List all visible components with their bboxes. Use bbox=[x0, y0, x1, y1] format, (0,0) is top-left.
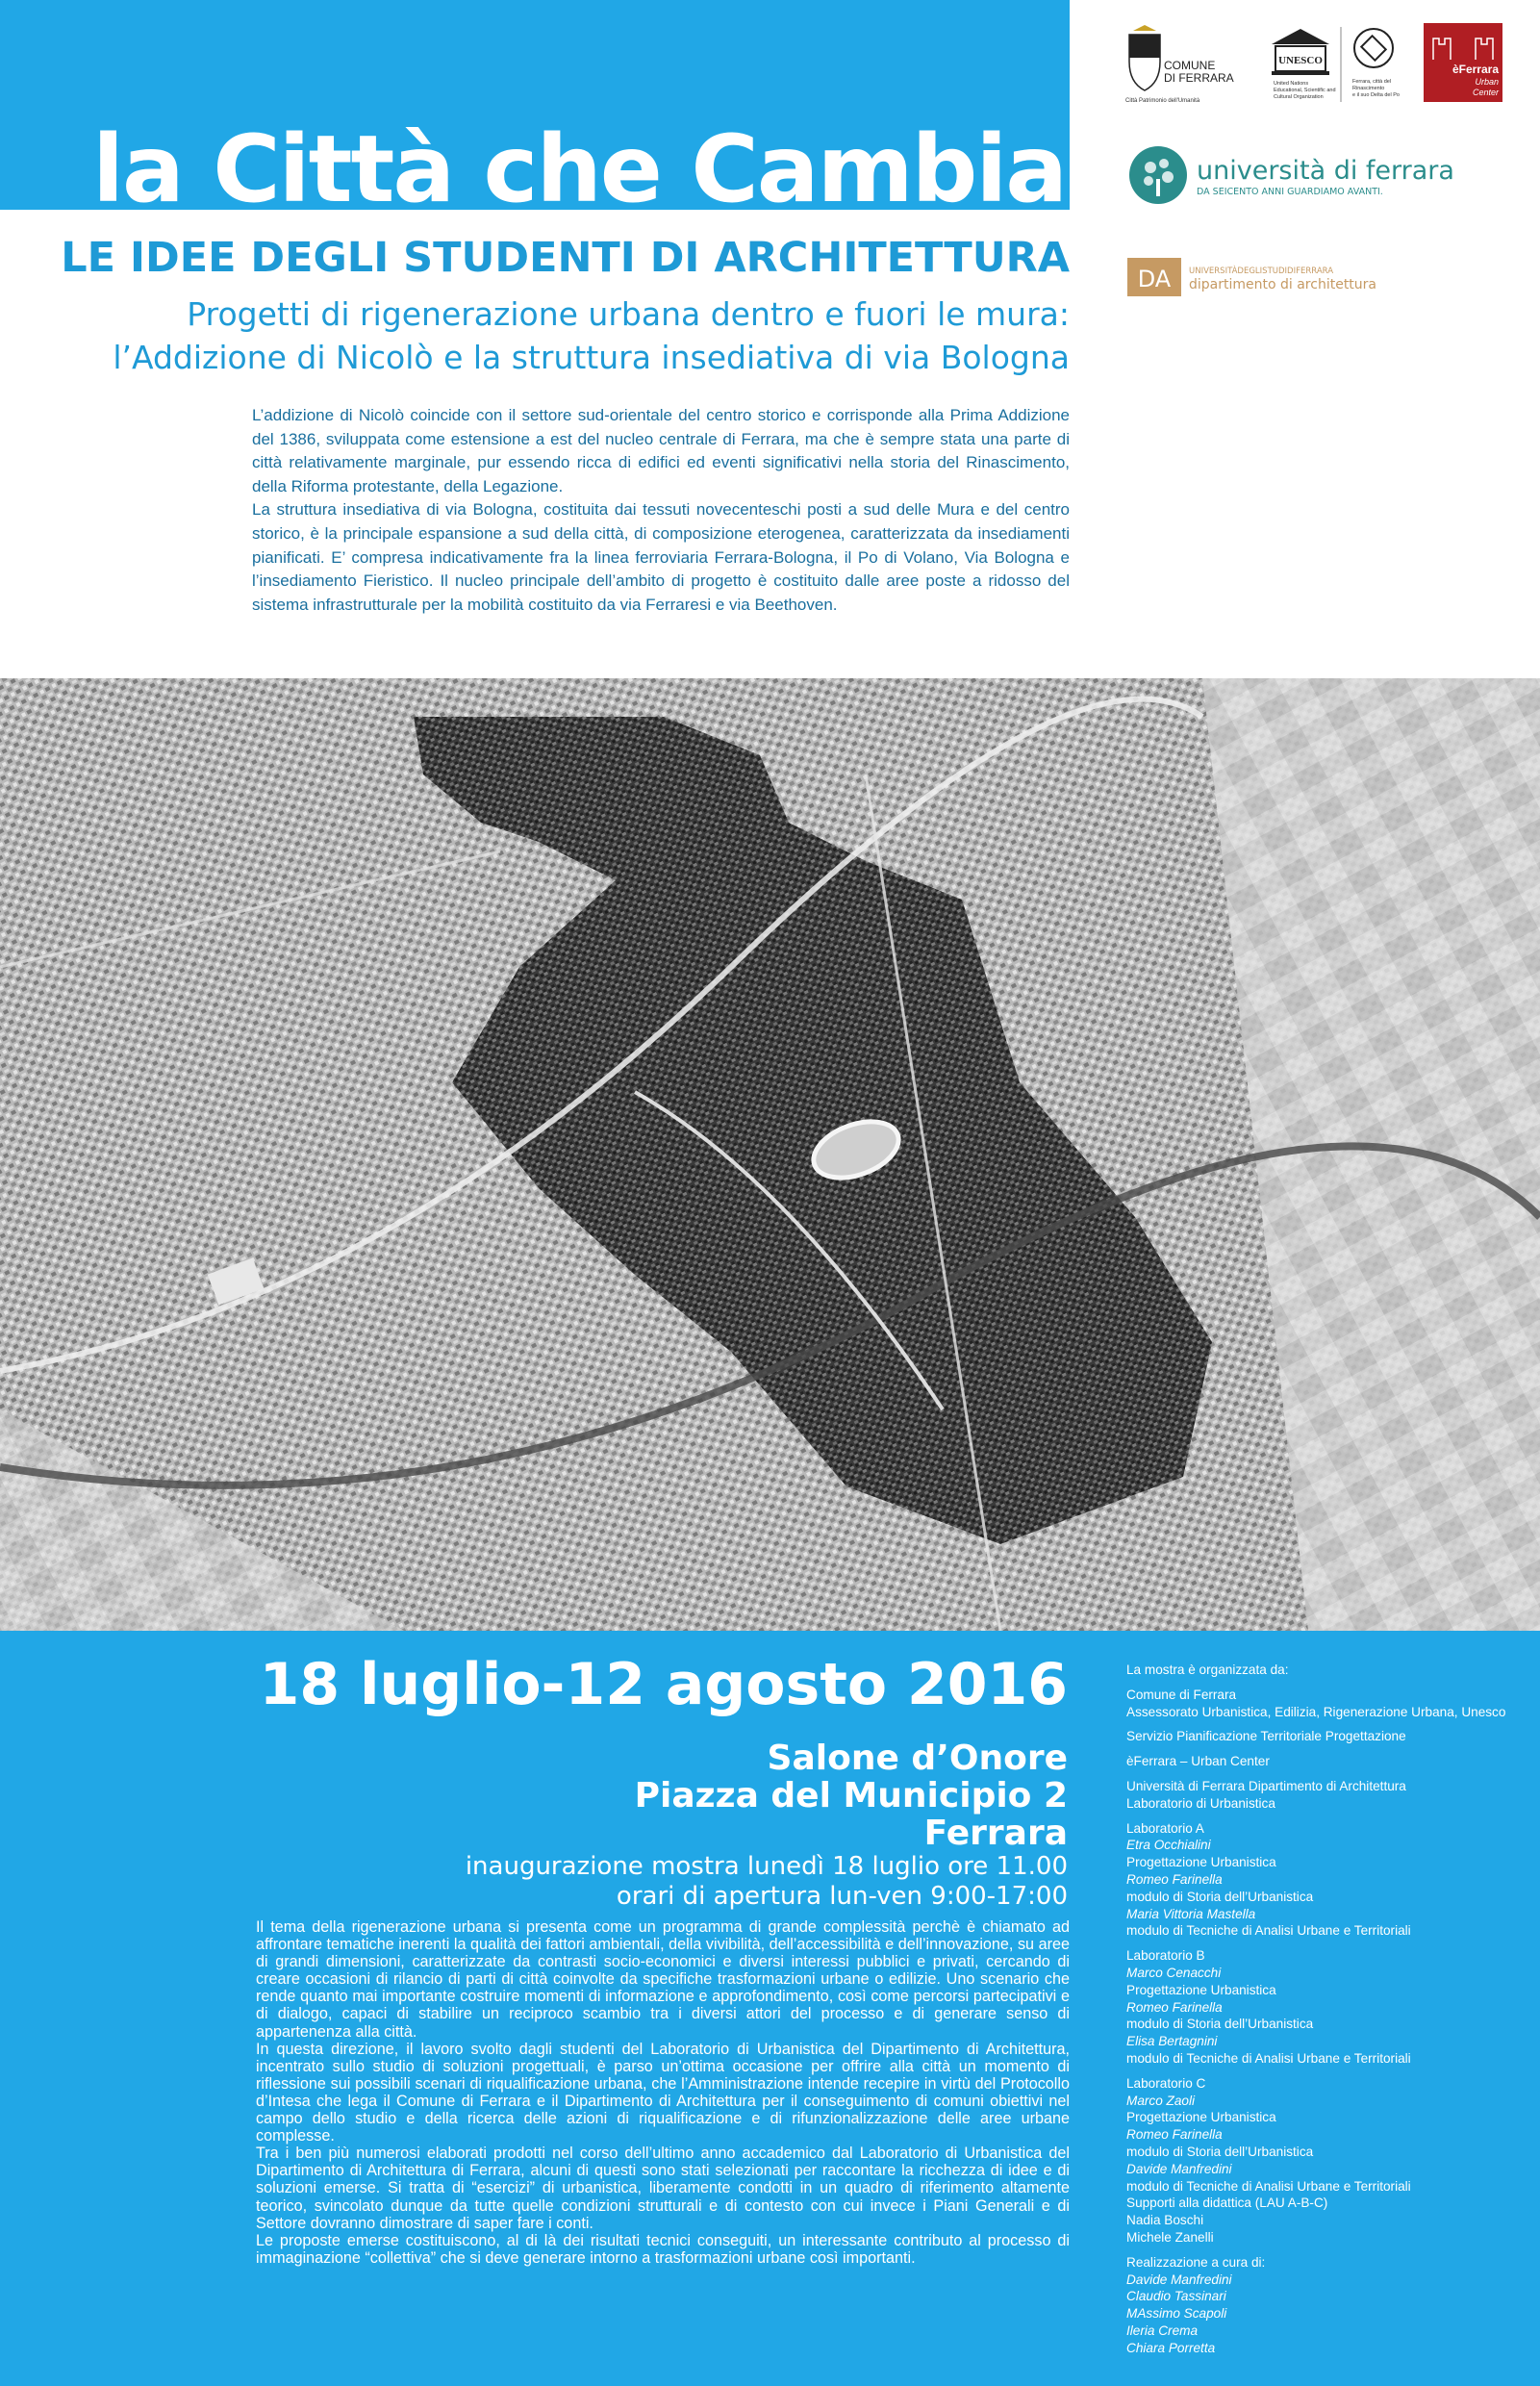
svg-text:Urban: Urban bbox=[1475, 77, 1499, 87]
venue-address: Piazza del Municipio 2 bbox=[634, 1776, 1068, 1815]
svg-text:dipartimento di architettura: dipartimento di architettura bbox=[1189, 277, 1377, 292]
svg-text:università di ferrara: università di ferrara bbox=[1197, 156, 1454, 186]
svg-text:Cultural Organization: Cultural Organization bbox=[1274, 94, 1324, 100]
credit-line: Romeo Farinella bbox=[1126, 1999, 1223, 2015]
credit-line: Romeo Farinella bbox=[1126, 2127, 1223, 2143]
credit-line: modulo di Tecniche di Analisi Urbane e Territoriali bbox=[1126, 2178, 1411, 2194]
credit-line: Etra Occhialini bbox=[1126, 1838, 1211, 1853]
poster-title: la Città che Cambia bbox=[92, 115, 1066, 210]
svg-text:e il suo Delta del Po: e il suo Delta del Po bbox=[1352, 92, 1400, 98]
unesco-logo bbox=[1268, 23, 1422, 106]
svg-text:DI FERRARA: DI FERRARA bbox=[1164, 71, 1234, 85]
credit-line: Università di Ferrara Dipartimento di Architettura bbox=[1126, 1778, 1406, 1793]
comune-di-ferrara-logo bbox=[1123, 23, 1239, 106]
credit-line: Davide Manfredini bbox=[1126, 2161, 1232, 2176]
credit-line: Nadia Boschi bbox=[1126, 2213, 1204, 2228]
credit-line: modulo di Tecniche di Analisi Urbane e Territoriali bbox=[1126, 1923, 1411, 1939]
universita-di-ferrara-logo bbox=[1127, 142, 1493, 210]
eferrara-castle-icon bbox=[1424, 23, 1502, 102]
unife-tree-icon bbox=[1127, 142, 1493, 210]
eferrara-urban-center-logo bbox=[1424, 23, 1502, 102]
svg-text:Center: Center bbox=[1472, 88, 1499, 97]
credit-line: MAssimo Scapoli bbox=[1126, 2306, 1227, 2322]
svg-text:Città Patrimonio dell'Umanità: Città Patrimonio dell'Umanità bbox=[1125, 98, 1200, 104]
credit-line: Laboratorio di Urbanistica bbox=[1126, 1795, 1275, 1811]
dipartimento-architettura-logo bbox=[1127, 254, 1493, 300]
svg-text:DA SEICENTO ANNI GUARDIAMO AVA: DA SEICENTO ANNI GUARDIAMO AVANTI. bbox=[1197, 187, 1383, 197]
poster-subtitle: LE IDEE DEGLI STUDENTI DI ARCHITETTURA bbox=[61, 234, 1070, 282]
credit-line: Marco Cenacchi bbox=[1126, 1965, 1222, 1980]
opening-hours: orari di apertura lun-ven 9:00-17:00 bbox=[616, 1882, 1068, 1911]
svg-text:United Nations: United Nations bbox=[1274, 81, 1309, 87]
credit-line: modulo di Storia dell’Urbanistica bbox=[1126, 2017, 1314, 2032]
credit-line: Davide Manfredini bbox=[1126, 2272, 1232, 2287]
header-banner bbox=[0, 0, 1070, 210]
credit-line: Supporti alla didattica (LAU A-B-C) bbox=[1126, 2196, 1328, 2211]
exhibition-description bbox=[256, 1918, 1070, 2267]
credit-line: Michele Zanelli bbox=[1126, 2229, 1214, 2245]
poster-tagline-line-2: l’Addizione di Nicolò e la struttura insediativa di via Bologna bbox=[113, 339, 1070, 376]
credit-line: Ileria Crema bbox=[1126, 2323, 1199, 2338]
credit-line: modulo di Storia dell’Urbanistica bbox=[1126, 1889, 1314, 1904]
intro-paragraph: La struttura insediativa di via Bologna, costituita dai tessuti novecenteschi posti a sud delle Mura e del centro storico, è la principale espansione a sud della città, di composizione eterogenea, caratterizzata da insediamenti pianificati. E’ compresa indicativamente fra la linea ferroviaria Ferrara-Bologna, il Po di Volano, Via Bologna e l’insediamento Fieristico. Il nucleo principale dell’ambito di progetto è costituito dalle aree poste a ridosso del sistema infrastrutturale per la mobilità costituito da via Ferraresi e via Beethoven. bbox=[252, 500, 1070, 614]
svg-text:COMUNE: COMUNE bbox=[1164, 59, 1216, 72]
credit-line: modulo di Tecniche di Analisi Urbane e Territoriali bbox=[1126, 2050, 1411, 2066]
credit-line: èFerrara – Urban Center bbox=[1126, 1754, 1270, 1769]
venue-name: Salone d’Onore bbox=[767, 1739, 1068, 1778]
comune-crest-icon bbox=[1123, 23, 1239, 106]
credit-line: Progettazione Urbanistica bbox=[1126, 1982, 1276, 1997]
credit-line: Laboratorio C bbox=[1126, 2075, 1206, 2091]
description-paragraph: Tra i ben più numerosi elaborati prodotti nel corso dell’ultimo anno accademico dal Laboratorio di Urbanistica del Dipartimento di Architettura di Ferrara, alcuni di questi sono stati selezionati per raccontare la ricchezza di idee e di soluzioni emerse. Si tratta di “esercizi” di urbanistica, liberamente condotti in un quadro di riferimento altamente teorico, svincolato dunque da tutte quelle condizioni strutturali e di contesto con cui invece i Piani Generali e di Settore dovranno dimostrare di saper fare i conti. bbox=[256, 2145, 1070, 2232]
credits-list bbox=[1126, 1662, 1511, 2356]
credit-line: Elisa Bertagnini bbox=[1126, 2034, 1218, 2049]
credit-line: La mostra è organizzata da: bbox=[1126, 1663, 1289, 1677]
svg-text:Ferrara, città del: Ferrara, città del bbox=[1352, 79, 1392, 85]
svg-text:Rinascimento: Rinascimento bbox=[1352, 86, 1385, 91]
svg-text:Educational, Scientific and: Educational, Scientific and bbox=[1274, 88, 1336, 93]
opening-info: inaugurazione mostra lunedì 18 luglio ore 11.00 bbox=[465, 1852, 1068, 1881]
da-mark-icon bbox=[1127, 254, 1493, 300]
aerial-city-photo bbox=[0, 678, 1540, 1631]
description-paragraph: In questa direzione, il lavoro svolto dagli studenti del Laboratorio di Urbanistica del Dipartimento di Architettura, incentrato sullo studio di soluzioni progettuali, è parso un’ottima occasione per offrire alla città un momento di riflessione sui possibili scenari di riqualificazione urbana, che l’Amministrazione intende recepire in virtù del Protocollo d’Intesa che lega il Comune di Ferrara e il Dipartimento di Architettura per il conseguimento di comuni obiettivi nel campo dello studio e della ricerca delle azioni di riqualificazione e di rifunzionalizzazione delle aree urbane complesse. bbox=[256, 2040, 1070, 2145]
credit-line: Progettazione Urbanistica bbox=[1126, 2110, 1276, 2125]
credit-line: Progettazione Urbanistica bbox=[1126, 1855, 1276, 1870]
intro-text bbox=[252, 404, 1070, 617]
credit-line: Servizio Pianificazione Territoriale Progettazione bbox=[1126, 1729, 1406, 1744]
poster-tagline-line-1: Progetti di rigenerazione urbana dentro e fuori le mura: bbox=[187, 295, 1070, 333]
credit-line: Maria Vittoria Mastella bbox=[1126, 1906, 1256, 1921]
credit-line: Laboratorio A bbox=[1126, 1820, 1204, 1836]
description-paragraph: Le proposte emerse costituiscono, al di là dei risultati tecnici conseguiti, un interessante contributo al processo di immaginazione “collettiva” che si deve generare intorno a trasformazioni urbane così importanti. bbox=[256, 2231, 1070, 2267]
unesco-temple-icon bbox=[1268, 23, 1422, 106]
credit-line: Marco Zaoli bbox=[1126, 2093, 1196, 2108]
credit-line: modulo di Storia dell’Urbanistica bbox=[1126, 2144, 1314, 2159]
credit-line: Romeo Farinella bbox=[1126, 1871, 1223, 1887]
svg-text:DA: DA bbox=[1137, 266, 1172, 292]
intro-paragraph: L’addizione di Nicolò coincide con il settore sud-orientale del centro storico e corrisponde alla Prima Addizione del 1386, sviluppata come estensione a est del nucleo centrale di Ferrara, ma che è sempre stata una parte di città relativamente marginale, pur essendo ricca di edifici ed eventi significativi nella storia del Rinascimento, della Riforma protestante, della Legazione. bbox=[252, 406, 1070, 495]
exhibition-dates: 18 luglio-12 agosto 2016 bbox=[259, 1651, 1068, 1718]
credit-line: Comune di Ferrara bbox=[1126, 1687, 1237, 1702]
credit-line: Assessorato Urbanistica, Edilizia, Rigenerazione Urbana, Unesco bbox=[1126, 1704, 1506, 1719]
credit-line: Laboratorio B bbox=[1126, 1948, 1205, 1964]
credit-line: Claudio Tassinari bbox=[1126, 2289, 1226, 2304]
svg-text:UNIVERSITÀDEGLISTUDIDIFERRARA: UNIVERSITÀDEGLISTUDIDIFERRARA bbox=[1189, 267, 1334, 276]
svg-text:UNESCO: UNESCO bbox=[1278, 55, 1323, 66]
credit-line: Chiara Porretta bbox=[1126, 2340, 1216, 2355]
description-paragraph: Il tema della rigenerazione urbana si presenta come un programma di grande complessità perchè è chiamato ad affrontare tematiche inerenti la qualità dei fattori ambientali, della vivibilità, dell’accessibilità e dell’innovazione, su aree di grandi dimensioni, caratterizzate da contrasti socio-economici e diversi interessi pubblici e privati, cercando di creare occasioni di rilancio di parti di città coinvolte da specifiche trasformazioni urbane o edilizie. Uno scenario che rende quanto mai importante costruire momenti di informazione e approfondimento, così come percorsi partecipativi e di dialogo, capaci di stabilire un reciproco scambio tra i diversi attori del processo e di generare senso di appartenenza alla città. bbox=[256, 1918, 1070, 2041]
credit-line: Realizzazione a cura di: bbox=[1126, 2254, 1266, 2270]
svg-text:èFerrara: èFerrara bbox=[1452, 63, 1499, 76]
venue-city: Ferrara bbox=[923, 1814, 1068, 1853]
